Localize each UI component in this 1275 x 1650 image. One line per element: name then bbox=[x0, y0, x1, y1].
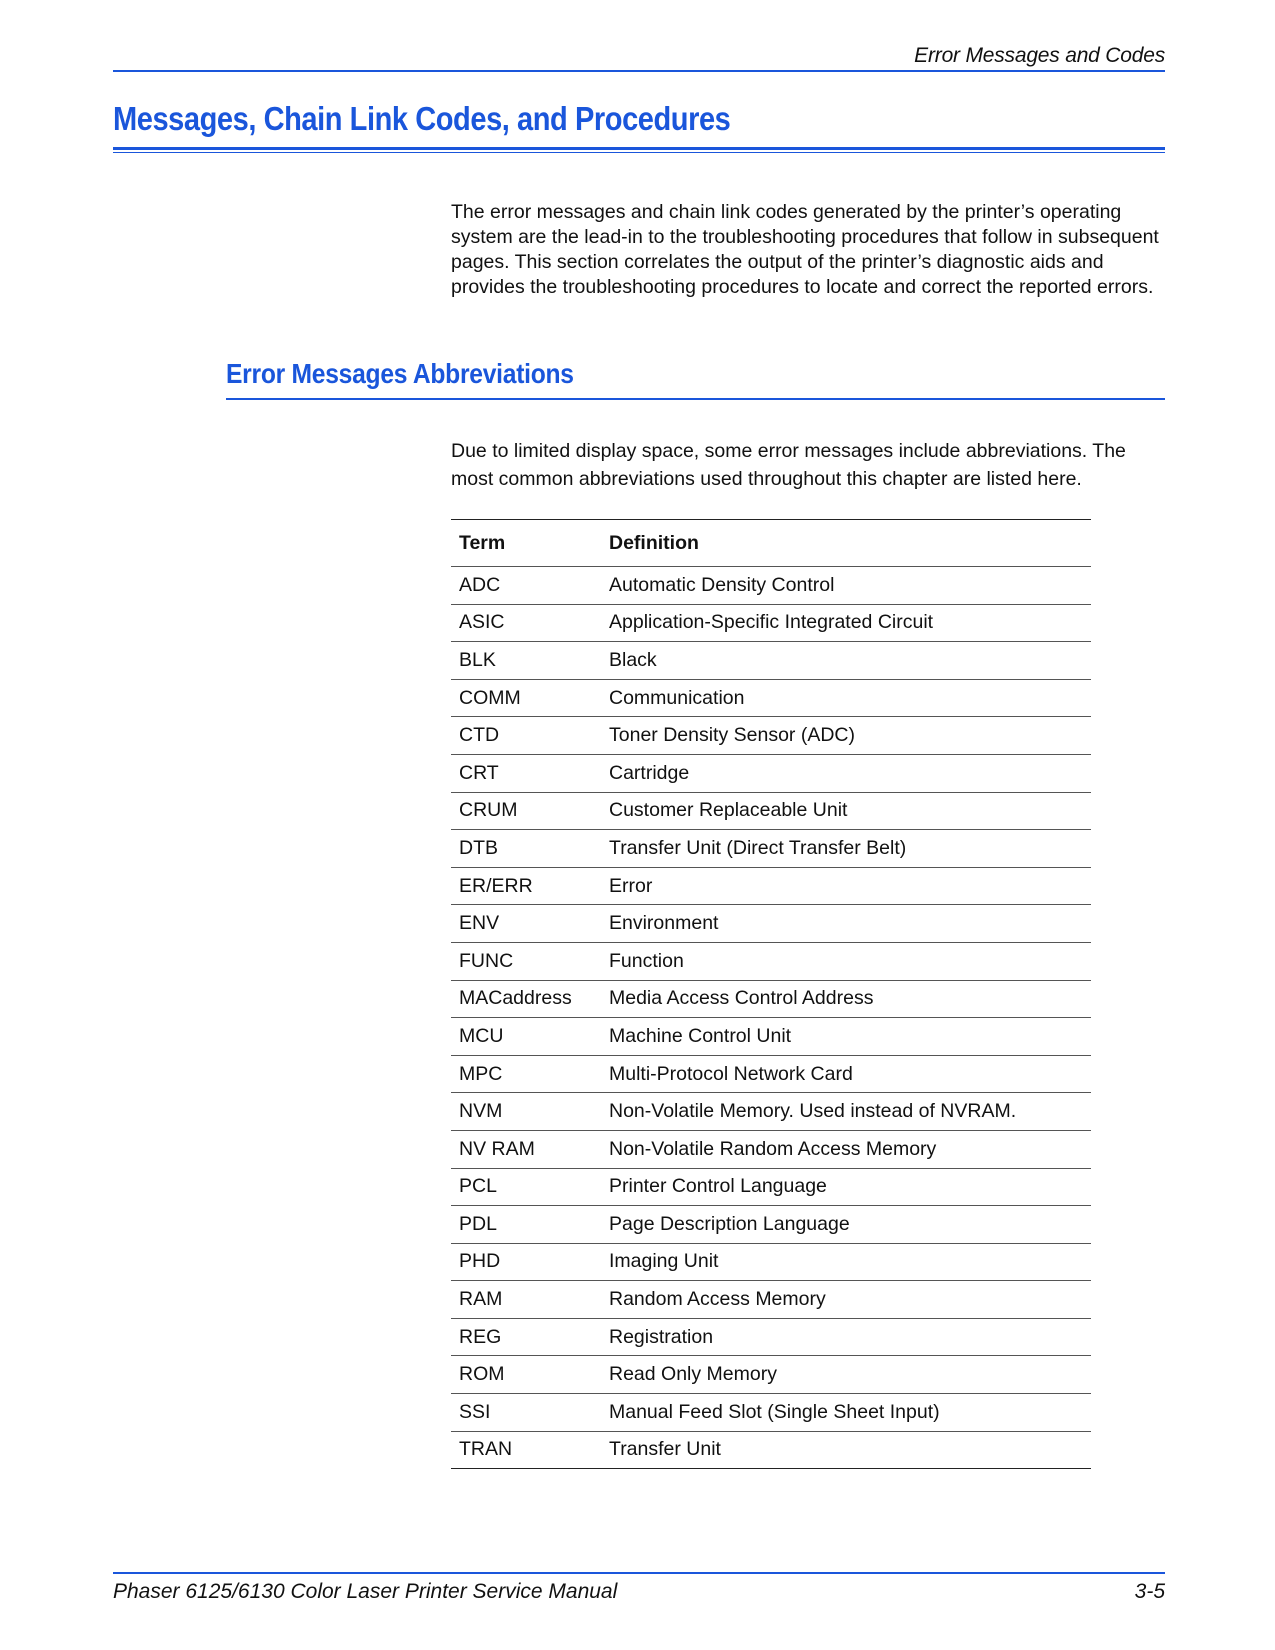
table-row bbox=[451, 792, 1091, 830]
section-intro-paragraph: Due to limited display space, some error messages include abbreviations. The most common abbreviations used throughout this chapter are listed here. bbox=[451, 440, 1126, 490]
table-row bbox=[451, 754, 1091, 792]
term-cell: MCU bbox=[451, 1018, 601, 1056]
table-row bbox=[451, 1356, 1091, 1394]
table-row bbox=[451, 942, 1091, 980]
definition-cell: Error bbox=[601, 867, 1091, 905]
term-cell: TRAN bbox=[451, 1431, 601, 1469]
term-cell: NV RAM bbox=[451, 1130, 601, 1168]
table-row bbox=[451, 1168, 1091, 1206]
term-cell: ADC bbox=[451, 567, 601, 605]
table-row bbox=[451, 1318, 1091, 1356]
footer-rule bbox=[113, 1572, 1165, 1574]
table-row bbox=[451, 1431, 1091, 1469]
term-cell: ER/ERR bbox=[451, 867, 601, 905]
term-cell: PCL bbox=[451, 1168, 601, 1206]
definition-cell: Environment bbox=[601, 905, 1091, 943]
table-row bbox=[451, 1243, 1091, 1281]
term-cell: MPC bbox=[451, 1055, 601, 1093]
definition-cell: Media Access Control Address bbox=[601, 980, 1091, 1018]
term-cell: CTD bbox=[451, 717, 601, 755]
term-cell: RAM bbox=[451, 1281, 601, 1319]
term-cell: COMM bbox=[451, 679, 601, 717]
term-cell: ROM bbox=[451, 1356, 601, 1394]
chapter-title: Messages, Chain Link Codes, and Procedures bbox=[113, 100, 731, 137]
definition-cell: Non-Volatile Random Access Memory bbox=[601, 1130, 1091, 1168]
table-row bbox=[451, 1130, 1091, 1168]
table-row bbox=[451, 1018, 1091, 1056]
definition-cell: Multi-Protocol Network Card bbox=[601, 1055, 1091, 1093]
definition-cell: Imaging Unit bbox=[601, 1243, 1091, 1281]
table-row bbox=[451, 867, 1091, 905]
table-header-row bbox=[451, 520, 1091, 567]
footer-page-number: 3-5 bbox=[1134, 1580, 1165, 1603]
table-row bbox=[451, 1055, 1091, 1093]
definition-cell: Page Description Language bbox=[601, 1206, 1091, 1244]
term-cell: CRUM bbox=[451, 792, 601, 830]
table-row bbox=[451, 567, 1091, 605]
column-header-definition: Definition bbox=[601, 520, 1091, 567]
definition-cell: Transfer Unit (Direct Transfer Belt) bbox=[601, 830, 1091, 868]
footer-manual-title: Phaser 6125/6130 Color Laser Printer Service Manual bbox=[113, 1580, 618, 1603]
table-row bbox=[451, 830, 1091, 868]
definition-cell: Random Access Memory bbox=[601, 1281, 1091, 1319]
definition-cell: Non-Volatile Memory. Used instead of NVRAM. bbox=[601, 1093, 1091, 1131]
section-title-rule bbox=[226, 398, 1165, 400]
definition-cell: Customer Replaceable Unit bbox=[601, 792, 1091, 830]
table-row bbox=[451, 1093, 1091, 1131]
header-rule bbox=[113, 70, 1165, 72]
term-cell: PHD bbox=[451, 1243, 601, 1281]
chapter-title-rule-thin bbox=[113, 152, 1165, 153]
term-cell: CRT bbox=[451, 754, 601, 792]
definition-cell: Application-Specific Integrated Circuit bbox=[601, 604, 1091, 642]
table-row bbox=[451, 1394, 1091, 1432]
definition-cell: Automatic Density Control bbox=[601, 567, 1091, 605]
table-row bbox=[451, 679, 1091, 717]
term-cell: FUNC bbox=[451, 942, 601, 980]
abbreviations-table bbox=[451, 519, 1091, 1469]
term-cell: MACaddress bbox=[451, 980, 601, 1018]
definition-cell: Cartridge bbox=[601, 754, 1091, 792]
table-row bbox=[451, 642, 1091, 680]
column-header-term: Term bbox=[451, 520, 601, 567]
definition-cell: Read Only Memory bbox=[601, 1356, 1091, 1394]
table-body bbox=[451, 567, 1091, 1469]
chapter-intro-paragraph: The error messages and chain link codes generated by the printer’s operating system are the lead-in to the troubleshooting procedures that follow in subsequent pages. This section correlates the output of the printer’s diagnostic aids and provides the troubleshooting procedures to locate and correct the reported errors. bbox=[451, 201, 1159, 298]
section-title: Error Messages Abbreviations bbox=[226, 358, 574, 389]
definition-cell: Black bbox=[601, 642, 1091, 680]
definition-cell: Printer Control Language bbox=[601, 1168, 1091, 1206]
table-row bbox=[451, 1206, 1091, 1244]
term-cell: BLK bbox=[451, 642, 601, 680]
definition-cell: Machine Control Unit bbox=[601, 1018, 1091, 1056]
table-row bbox=[451, 980, 1091, 1018]
table-row bbox=[451, 604, 1091, 642]
term-cell: NVM bbox=[451, 1093, 601, 1131]
table-row bbox=[451, 1281, 1091, 1319]
term-cell: PDL bbox=[451, 1206, 601, 1244]
term-cell: ASIC bbox=[451, 604, 601, 642]
chapter-title-rule bbox=[113, 147, 1165, 150]
table-row bbox=[451, 905, 1091, 943]
definition-cell: Registration bbox=[601, 1318, 1091, 1356]
definition-cell: Function bbox=[601, 942, 1091, 980]
term-cell: REG bbox=[451, 1318, 601, 1356]
term-cell: DTB bbox=[451, 830, 601, 868]
definition-cell: Manual Feed Slot (Single Sheet Input) bbox=[601, 1394, 1091, 1432]
term-cell: SSI bbox=[451, 1394, 601, 1432]
definition-cell: Transfer Unit bbox=[601, 1431, 1091, 1469]
definition-cell: Communication bbox=[601, 679, 1091, 717]
table-row bbox=[451, 717, 1091, 755]
running-header: Error Messages and Codes bbox=[914, 44, 1165, 67]
definition-cell: Toner Density Sensor (ADC) bbox=[601, 717, 1091, 755]
term-cell: ENV bbox=[451, 905, 601, 943]
